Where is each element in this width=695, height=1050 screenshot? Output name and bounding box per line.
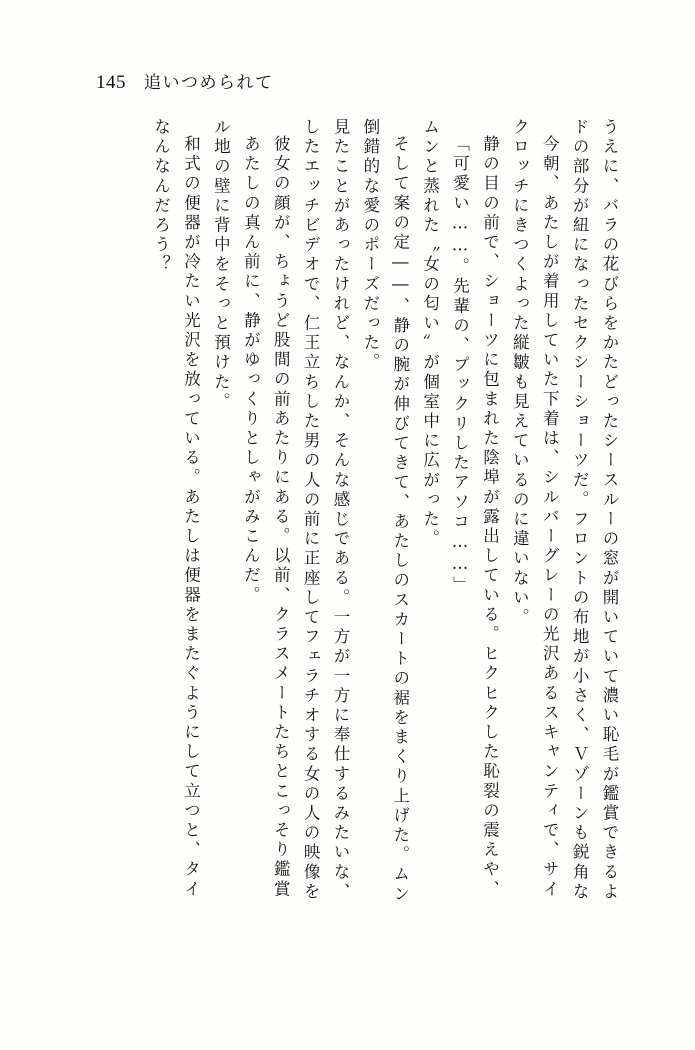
text-column: 見たことがあったけれど、なんか、そんな感じである。一方が一方に奉仕するみたいな、 <box>330 118 350 902</box>
text-column: 静の目の前で、ショーツに包まれた陰埠が露出している。ヒクヒクした恥裂の震えや、 <box>480 135 500 900</box>
text-column: 今朝、あたしが着用していた下着は、シルバーグレーの光沢あるスキャンティで、サイ <box>540 135 560 900</box>
text-column: あたしの真ん前に、静がゆっくりとしゃがみこんだ。 <box>241 135 261 606</box>
text-column: ル地の壁に背中をそっと預けた。 <box>211 118 231 412</box>
page-number: 145 <box>96 72 126 93</box>
text-column: 和式の便器が冷たい光沢を放っている。あたしは便器をまたぐようにして立つと、タイ <box>181 135 201 900</box>
chapter-title: 追いつめられて <box>144 73 274 93</box>
text-column: 彼女の顔が、ちょうど股間の前あたりにある。以前、クラスメートたちとこっそり鑑賞 <box>271 135 291 900</box>
text-column: なんなんだろう？ <box>151 118 171 275</box>
text-column: 倒錯的な愛のポーズだった。 <box>360 118 380 373</box>
body-text <box>152 118 617 1018</box>
text-column: そして案の定――、静の腕が伸びてきて、あたしのスカートの裾をまくり上げた。ムン <box>390 135 410 905</box>
text-column: 「可愛い……。先輩の、プックリしたアソコ……」 <box>450 135 470 596</box>
text-column: クロッチにきつくよった縦皺も見えているのに違いない。 <box>510 118 530 628</box>
text-column: したエッチビデオで、仁王立ちした男の人の前に正座してフェラチオする女の人の映像を <box>301 118 321 902</box>
text-column: うえに、バラの花びらをかたどったシースルーの窓が開いていて濃い恥毛が鑑賞できるよ <box>600 118 619 902</box>
text-column: ドの部分が紐になったセクシーショーツだ。フロントの布地が小さく、Ｖゾーンも鋭角な <box>570 118 590 902</box>
text-column: ムンと蒸れた〝女の匂い〟が個室中に広がった。 <box>420 118 440 550</box>
running-head <box>96 68 274 94</box>
